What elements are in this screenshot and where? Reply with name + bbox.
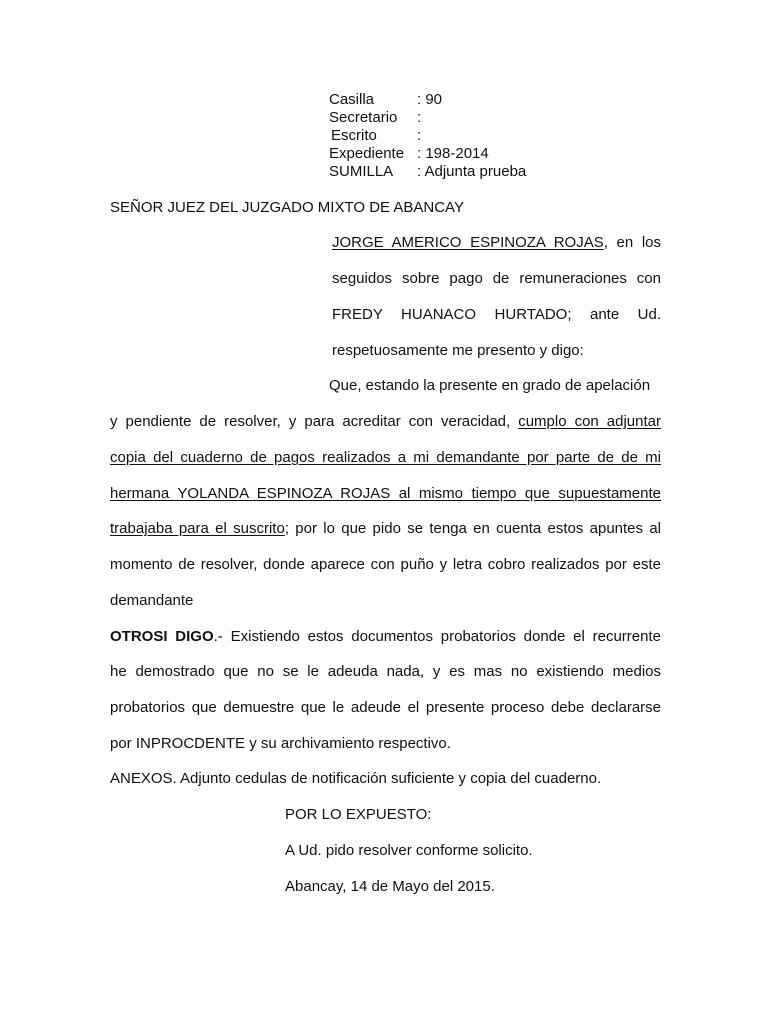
anexos: ANEXOS. Adjunto cedulas de notificación suficiente y copia del cuaderno. [110,770,602,787]
header-escrito [331,127,421,145]
sumilla-label: SUMILLA [329,163,394,180]
petitioner-name: JORGE AMERICO ESPINOZA ROJAS [332,234,604,251]
body-line-1: Que, estando la presente en grado de apelación [329,377,651,394]
body-line-3: copia del cuaderno de pagos realizados a mi demandante por parte de de mi [110,449,661,466]
header-casilla [329,91,442,109]
closing-line-2: A Ud. pido resolver conforme solicito. [285,842,533,859]
body-line-6: momento de resolver, donde aparece con puño y letra cobro realizados por este [110,556,661,573]
body-line-5: trabajaba para el suscrito; por lo que pido se tenga en cuenta estos apuntes al [110,520,661,537]
casilla-label: Casilla [329,91,375,108]
secretario-label: Secretario [329,109,398,126]
casilla-value: : 90 [417,91,443,108]
closing-line-1: POR LO EXPUESTO: [285,806,432,823]
otrosi-line-2: he demostrado que no se le adeuda nada, y es mas no existiendo medios [110,663,661,680]
body-line-7: demandante [110,592,194,609]
otrosi-line-3: probatorios que demuestre que le adeude el presente proceso debe declararse [110,699,661,716]
otrosi-label: OTROSI DIGO [110,628,214,645]
expediente-label: Expediente [329,145,405,162]
sumilla-value: : Adjunta prueba [417,163,527,180]
intro-line-1: JORGE AMERICO ESPINOZA ROJAS, en los [332,234,661,251]
closing-date: Abancay, 14 de Mayo del 2015. [285,878,495,895]
escrito-label: Escrito [331,127,377,144]
secretario-value: : [417,109,422,126]
expediente-value: : 198-2014 [417,145,489,162]
intro-line-4: respetuosamente me presento y digo: [332,342,584,359]
intro-line-2: seguidos sobre pago de remuneraciones con [332,270,661,287]
header-expediente [329,145,489,163]
addressee: SEÑOR JUEZ DEL JUZGADO MIXTO DE ABANCAY [110,199,464,216]
intro-line-3: FREDY HUANACO HURTADO; ante Ud. [332,306,661,323]
header-sumilla [329,163,526,181]
otrosi-line-1: OTROSI DIGO.- Existiendo estos documentos probatorios donde el recurrente [110,628,661,645]
body-line-4: hermana YOLANDA ESPINOZA ROJAS al mismo tiempo que supuestamente [110,485,661,502]
escrito-value: : [417,127,422,144]
otrosi-line-4: por INPROCDENTE y su archivamiento respectivo. [110,735,451,752]
body-line-2: y pendiente de resolver, y para acreditar con veracidad, cumplo con adjuntar [110,413,661,430]
header-secretario [329,109,421,127]
